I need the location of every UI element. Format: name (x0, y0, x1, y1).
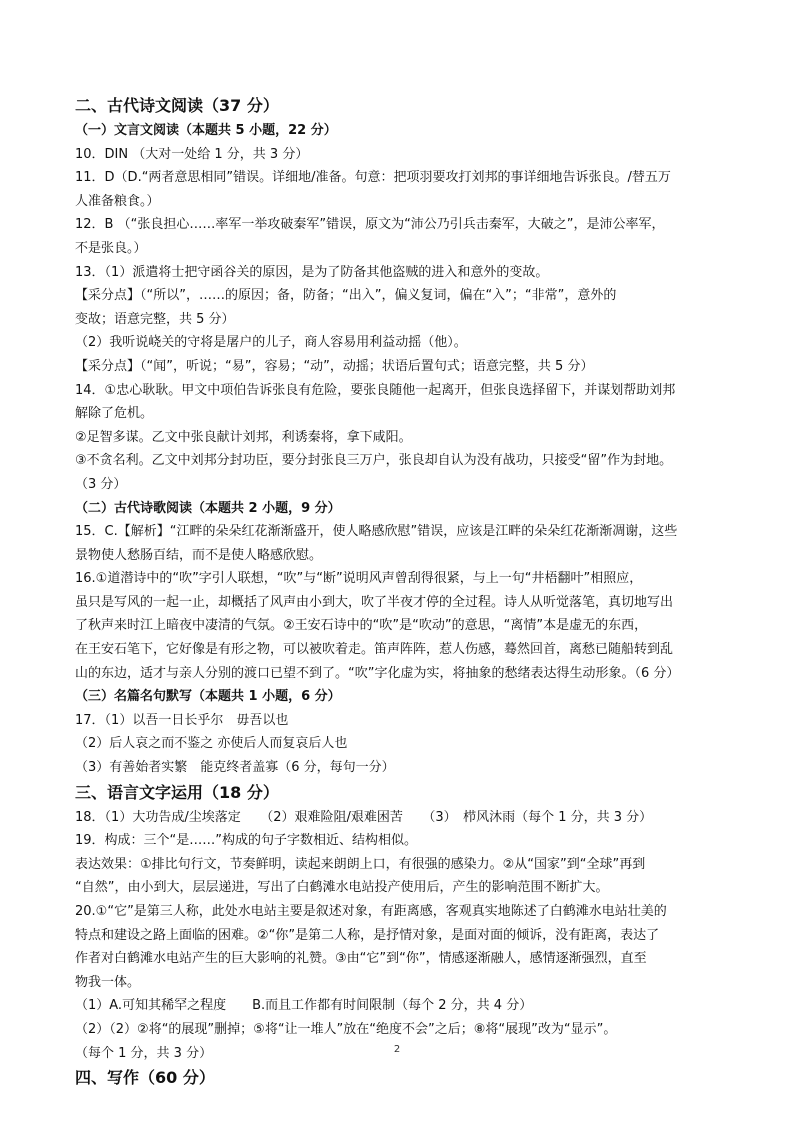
answer-line: 物我一体。 (75, 974, 141, 990)
subsection-recitation-title: （三）名篇名句默写（本题共 1 小题，6 分） (75, 689, 341, 705)
answer-line: （2）后人哀之而不鉴之 亦使后人而复哀后人也 (75, 736, 348, 752)
answer-line: 19．构成：三个“是……”构成的句子字数相近、结构相似。 (75, 833, 418, 849)
language-use-answers (75, 806, 730, 1066)
answer-line: 表达效果：①排比句行文，节奏鲜明，读起来朗朗上口，有很强的感染力。②从“国家”到“全球”再到 (75, 856, 646, 872)
section2-title: 二、古代诗文阅读（37 分） (75, 96, 279, 115)
answer-line: 20.①“它”是第三人称，此处水电站主要是叙述对象，有距离感，客观真实地陈述了白鹤滩水电站壮美的 (75, 904, 667, 919)
answer-line: 虽只是写风的一起一止，却概括了风声由小到大，吹了半夜才停的全过程。诗人从听觉落笔，真切地写出 (75, 594, 674, 610)
answer-line: 13．（1）派遣将士把守函谷关的原因，是为了防备其他盗贼的进入和意外的变故。 (75, 264, 549, 280)
answer-line: 11．D（D.“两者意思相同”错误。详细地/准备。句意：把项羽要攻打刘邦的事详细地告诉张良。/替五万 (75, 170, 671, 186)
answer-line: 15．C.【解析】“江畔的朵朵红花渐渐盛开，使人略感欣慰”错误，应该是江畔的朵朵红花渐渐凋谢，这些 (75, 524, 678, 540)
subsection-poetry-title: （二）古代诗歌阅读（本题共 2 小题，9 分） (75, 500, 341, 516)
answer-line: （每个 1 分，共 3 分） (75, 1045, 213, 1061)
answer-line: 10．DIN （大对一处给 1 分，共 3 分） (75, 146, 309, 162)
page-number: 2 (393, 1044, 401, 1055)
poetry-answers (75, 520, 730, 685)
answer-line: 了秋声来时江上暗夜中凄清的气氛。②王安石诗中的“吹”是“吹动”的意思，“离情”本是虚无的东西， (75, 618, 648, 634)
answer-line: ②足智多谋。乙文中张良献计刘邦，利诱秦将，拿下咸阳。 (75, 429, 412, 445)
answer-line: 作者对白鹤滩水电站产生的巨大影响的礼赞。③由“它”到“你”，情感逐渐融人，感情逐渐强烈，直至 (75, 951, 647, 967)
answer-line: 【采分点】（“闻”，听说；“易”，容易；“动”，动摇；状语后置句式；语意完整，共 5 分） (75, 358, 594, 374)
answer-line: （2）我听说峣关的守将是屠户的儿子，商人容易用利益动摇（他）。 (75, 335, 467, 351)
answer-line: 18．（1）大功告成/尘埃落定 （2）艰难险阻/艰难困苦 （3） 栉风沐雨（每个 1 分，共 3 分） (75, 809, 653, 825)
answer-line: 山的东边，适才与亲人分别的渡口已望不到了。“吹”字化虚为实，将抽象的愁绪表达得生动形象。（6 分） (75, 665, 680, 681)
recitation-answers (75, 709, 730, 780)
section4-title: 四、写作（60 分） (75, 1068, 215, 1088)
answer-line: 不是张良。） (75, 240, 147, 256)
answer-line: （2）（2）②将“的展现”删掉；⑤将“让一堆人”放在“绝度不会”之后；⑧将“展现”改为“显示”。 (75, 1021, 617, 1037)
subsection-classical-prose-title: （一）文言文阅读（本题共 5 小题，22 分） (75, 123, 337, 138)
answer-line: 特点和建设之路上面临的困难。②“你”是第二人称，是抒情对象，是面对面的倾诉，没有距离，表达了 (75, 927, 660, 943)
answer-line: 12．B （“张良担心……率军一举攻破秦军”错误，原文为“沛公乃引兵击秦军，大破之”，是沛公率军， (75, 217, 665, 233)
answer-line: 变故；语意完整，共 5 分） (75, 311, 235, 327)
answer-line: 景物使人愁肠百结，而不是使人略感欣慰。 (75, 547, 323, 563)
answer-line: （3 分） (75, 476, 127, 492)
answer-line: ③不贪名利。乙文中刘邦分封功臣，要分封张良三万户，张良却自认为没有战功，只接受“留”作为封地。 (75, 453, 673, 469)
answer-line: 在王安石笔下，它好像是有形之物，可以被吹着走。笛声阵阵，惹人伤感，蓦然回首，离愁已随船转到乱 (75, 642, 674, 658)
answer-content (75, 93, 730, 1091)
answer-line: 解除了危机。 (75, 406, 154, 422)
section3-title: 三、语言文字运用（18 分） (75, 782, 279, 802)
answer-line: 14．①忠心耿耿。甲文中项伯告诉张良有危险，要张良随他一起离开，但张良选择留下，并谋划帮助刘邦 (75, 382, 676, 398)
classical-prose-answers (75, 143, 730, 497)
answer-line: 【采分点】（“所以”，……的原因；备，防备；“出入”，偏义复词，偏在“入”；“非常”，意外的 (75, 288, 617, 304)
answer-line: （1）A.可知其稀罕之程度 B.而且工作都有时间限制（每个 2 分，共 4 分） (75, 998, 533, 1014)
answer-line: “自然”，由小到大，层层递进，写出了白鹤滩水电站投产使用后，产生的影响范围不断扩大。 (75, 880, 609, 896)
answer-line: 16.①道潜诗中的“吹”字引人联想，“吹”与“断”说明风声曾刮得很紧，与上一句“井梧翻叶”相照应， (75, 571, 643, 587)
answer-line: （3）有善始者实繁 能克终者盖寡（6 分，每句一分） (75, 760, 395, 776)
answer-line: 人准备粮食。） (75, 193, 160, 209)
answer-line: 17．（1）以吾一日长乎尔 毋吾以也 (75, 712, 289, 728)
